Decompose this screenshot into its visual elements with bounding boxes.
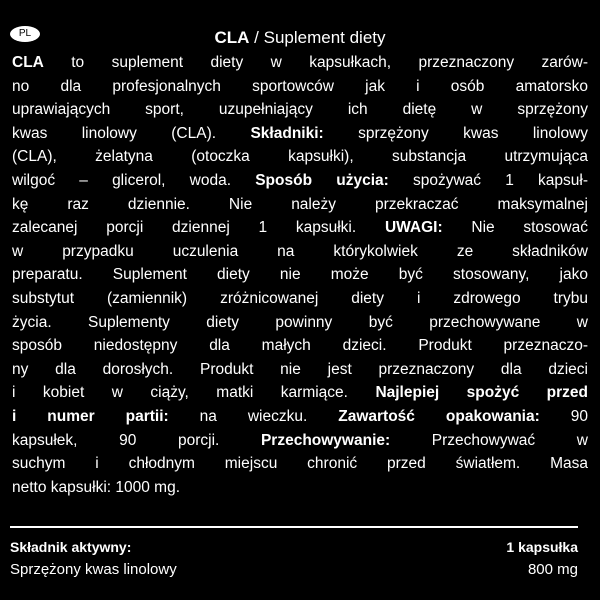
description-bold-text: UWAGI:	[384, 219, 443, 237]
description-text: życia. Suplementy diety powinny być przechowywane w	[12, 313, 588, 331]
description-line	[12, 122, 588, 146]
description-line	[12, 216, 588, 240]
description-line	[12, 287, 588, 311]
description-text: kę raz dziennie. Nie należy przekraczać maksymalnej	[12, 195, 588, 213]
description-text: wilgoć – glicerol, woda.	[12, 171, 256, 189]
description-text: suchym i chłodnym miejscu chronić przed światłem. Masa	[12, 455, 588, 473]
description-text: sposób niedostępny dla małych dzieci. Produkt przeznaczo-	[12, 337, 588, 355]
description-text: Przechowywać w	[390, 431, 588, 449]
section-divider	[10, 526, 578, 528]
description-bold-text: Najlepiej spożyć przed	[375, 384, 588, 402]
nutrition-table-header	[10, 537, 578, 557]
description-line	[12, 98, 588, 122]
description-line	[12, 452, 588, 476]
description-line	[12, 311, 588, 335]
description-text: (CLA), żelatyna (otoczka kapsułki), substancja utrzymująca	[12, 148, 588, 166]
description-text: sprzężony kwas linolowy	[323, 124, 588, 142]
description-text: w przypadku uczulenia na którykolwiek ze składników	[12, 242, 588, 260]
header-active-ingredient: Składnik aktywny:	[10, 539, 132, 555]
label-header	[8, 26, 592, 50]
description-text: kapsułek, 90 porcji.	[12, 431, 261, 449]
description-line	[12, 169, 588, 193]
description-text: substytut (zamiennik) zróżnicowanej diety i zdrowego trybu	[12, 289, 588, 307]
description-line	[12, 429, 588, 453]
description-text: netto kapsułki: 1000 mg.	[12, 478, 181, 496]
description-line	[12, 75, 588, 99]
header-per-capsule: 1 kapsułka	[506, 539, 578, 555]
ingredient-amount: 800 mg	[527, 561, 578, 578]
description-line	[12, 51, 588, 75]
description-text: uprawiających sport, uzupełniający ich dietę w sprzężony	[12, 101, 588, 119]
description-line	[12, 334, 588, 358]
description-text: no dla profesjonalnych sportowców jak i osób amatorsko	[12, 77, 588, 95]
description-line	[12, 381, 588, 405]
description-text: spożywać 1 kapsuł-	[388, 171, 588, 189]
description-text: to suplement diety w kapsułkach, przeznaczony zarów-	[43, 54, 588, 71]
description-text: Nie stosować	[442, 219, 588, 237]
title-category: / Suplement diety	[249, 28, 386, 47]
nutrition-table-row	[10, 560, 578, 580]
language-badge: PL	[10, 26, 40, 42]
description-text: 90	[539, 407, 588, 425]
description-line	[12, 358, 588, 382]
description-text: ny dla dorosłych. Produkt nie jest przeznaczony dla dzieci	[12, 360, 588, 378]
description-bold-text: CLA	[12, 54, 44, 71]
description-line	[12, 476, 588, 500]
description-bold-text: Sposób użycia:	[255, 171, 389, 189]
description-line	[12, 240, 588, 264]
description-line	[12, 405, 588, 429]
description-bold-text: Składniki:	[250, 124, 324, 142]
description-text: kwas linolowy (CLA).	[12, 124, 251, 142]
description-line	[12, 263, 588, 287]
description-line	[12, 193, 588, 217]
description-bold-text: Zawartość opakowania:	[338, 407, 540, 425]
description-paragraph	[12, 51, 588, 499]
description-line	[12, 145, 588, 169]
description-bold-text: Przechowywanie:	[260, 431, 391, 449]
description-text: na wieczku.	[168, 407, 339, 425]
ingredient-name: Sprzężony kwas linolowy	[10, 561, 177, 578]
product-name: CLA	[214, 28, 250, 47]
description-text: zalecanej porcji dziennej 1 kapsułki.	[12, 219, 385, 237]
label-title	[8, 28, 592, 48]
description-text: i kobiet w ciąży, matki karmiące.	[12, 384, 376, 402]
description-text: preparatu. Suplement diety nie może być stosowany, jako	[12, 266, 588, 284]
description-bold-text: i numer partii:	[12, 407, 169, 425]
